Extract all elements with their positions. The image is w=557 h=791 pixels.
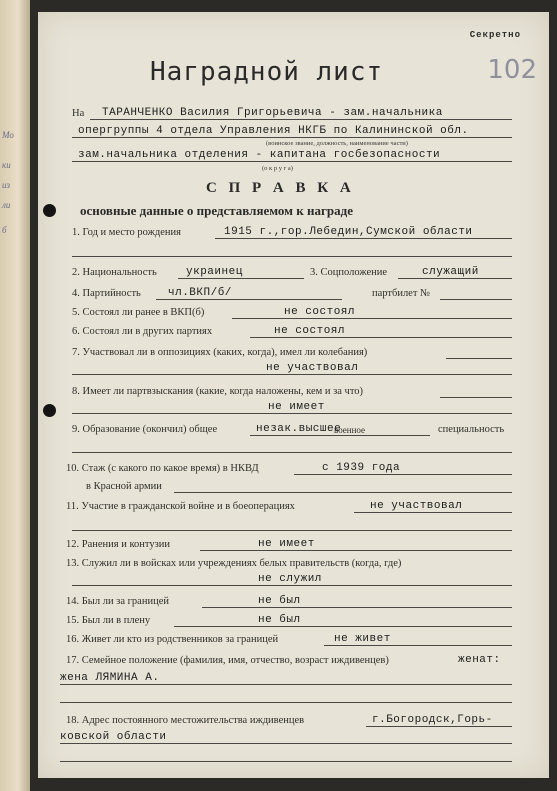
field-education-continued xyxy=(72,436,512,454)
field-civil-war xyxy=(66,496,512,514)
field-label: 17. Семейное положение (фамилия, имя, отчество, возраст иждивенцев) xyxy=(66,655,389,666)
binder-mark: ки xyxy=(2,160,11,170)
field-label: 11. Участие в гражданской войне и в боеоперациях xyxy=(66,501,295,512)
fill-line xyxy=(174,492,512,493)
field-value: чл.ВКП/б/ xyxy=(168,287,232,299)
recipient-unit: опергруппы 4 отдела Управления НКГБ по Калининской обл. xyxy=(78,125,469,137)
binder-mark: ли xyxy=(2,200,11,210)
field-address xyxy=(66,710,512,728)
field-value: не служил xyxy=(258,573,322,585)
field-value: г.Богородск,Горь- xyxy=(372,714,493,726)
field-label: 6. Состоял ли в других партиях xyxy=(72,326,213,337)
field-label: военное xyxy=(334,425,366,435)
fill-line xyxy=(398,278,512,279)
field-address-continued xyxy=(72,745,512,763)
field-value: не живет xyxy=(334,633,391,645)
field-civil-war-continued xyxy=(72,514,512,532)
field-label: партбилет № xyxy=(372,288,431,299)
field-opposition-value xyxy=(72,358,512,376)
field-birth xyxy=(72,222,512,240)
field-red-army xyxy=(72,476,512,494)
handwritten-page-number: 102 xyxy=(487,55,537,85)
fill-line xyxy=(200,550,512,551)
recipient-line-1 xyxy=(72,103,512,121)
field-wounds xyxy=(66,534,512,552)
fill-line xyxy=(60,761,512,762)
field-label: 15. Был ли в плену xyxy=(66,615,151,626)
recipient-line-2 xyxy=(72,121,512,139)
field-value: украинец xyxy=(186,266,243,278)
fill-line xyxy=(60,743,512,744)
field-white-service-value xyxy=(72,569,512,587)
fill-line xyxy=(294,474,512,475)
field-value: ковской области xyxy=(60,731,167,743)
fill-line xyxy=(324,645,512,646)
secret-stamp: Секретно xyxy=(469,30,521,40)
field-education xyxy=(72,419,512,437)
field-value: служащий xyxy=(422,266,479,278)
field-value: не имеет xyxy=(258,538,315,550)
binder-mark: из xyxy=(2,180,11,190)
field-value: жена ЛЯМИНА А. xyxy=(60,672,160,684)
field-abroad xyxy=(66,591,512,609)
field-value: не участвовал xyxy=(370,500,463,512)
field-label: 13. Служил ли в войсках или учреждениях белых правительств (когда, где) xyxy=(66,558,402,569)
fill-line xyxy=(440,299,512,300)
fill-line xyxy=(72,413,512,414)
fill-line xyxy=(72,137,512,138)
fill-line xyxy=(72,452,512,453)
fill-line xyxy=(202,607,512,608)
page-title: Наградной лист xyxy=(150,57,384,87)
field-penalties-value xyxy=(72,397,512,415)
fill-line xyxy=(250,337,512,338)
field-label: 16. Живет ли кто из родственников за границей xyxy=(66,634,279,645)
field-label: 2. Национальность xyxy=(72,267,157,278)
binder-strip xyxy=(0,0,30,791)
field-value: женат: xyxy=(458,654,501,666)
fill-line xyxy=(232,318,512,319)
district-caption: (о к р у г а) xyxy=(262,165,293,172)
field-label: специальность xyxy=(438,424,505,435)
field-value: не состоял xyxy=(284,306,356,318)
field-label: 8. Имеет ли партвзыскания (какие, когда наложены, кем и за что) xyxy=(72,386,364,397)
fill-line xyxy=(354,512,512,513)
field-label: 14. Был ли за границей xyxy=(66,596,169,607)
fill-line xyxy=(72,585,512,586)
field-label: 7. Участвовал ли в оппозициях (каких, когда), имел ли колебания) xyxy=(72,347,368,358)
recipient-prefix: На xyxy=(72,108,85,119)
field-birth-continued xyxy=(72,240,512,258)
field-label: 1. Год и место рождения xyxy=(72,227,181,238)
field-label: 9. Образование (окончил) общее xyxy=(72,424,218,435)
field-past-vkpb xyxy=(72,302,512,320)
field-value: не имеет xyxy=(268,401,325,413)
field-value: незак.высшее xyxy=(256,423,342,435)
field-label: 5. Состоял ли ранее в ВКП(б) xyxy=(72,307,205,318)
fill-line xyxy=(215,238,512,239)
rank-caption: (воинское звание, должность, наименование части) xyxy=(266,140,408,147)
binder-mark: б xyxy=(2,225,7,235)
field-label: 12. Ранения и контузии xyxy=(66,539,170,550)
fill-line xyxy=(60,684,512,685)
field-other-parties xyxy=(72,321,512,339)
fill-line xyxy=(72,161,512,162)
field-label: 18. Адрес постоянного местожительства иждивенцев xyxy=(66,715,305,726)
field-family-value xyxy=(60,668,512,686)
field-address-value xyxy=(60,727,512,745)
fill-line xyxy=(72,374,512,375)
field-service-length xyxy=(66,458,512,476)
field-value: не состоял xyxy=(274,325,346,337)
field-family-continued xyxy=(72,686,512,704)
fill-line xyxy=(178,278,304,279)
recipient-name: ТАРАНЧЕНКО Василия Григорьевича - зам.начальника xyxy=(102,107,443,119)
field-value: не был xyxy=(258,595,301,607)
punch-hole xyxy=(43,204,56,217)
fill-line xyxy=(72,530,512,531)
field-value: не был xyxy=(258,614,301,626)
field-value: 1915 г.,гор.Лебедин,Сумской области xyxy=(224,226,473,238)
field-value: с 1939 года xyxy=(322,462,401,474)
fill-line xyxy=(156,299,342,300)
recipient-rank: зам.начальника отделения - капитана госбезопасности xyxy=(78,149,441,161)
punch-hole xyxy=(43,404,56,417)
field-label: 4. Партийность xyxy=(72,288,141,299)
spravka-heading: С П Р А В К А xyxy=(206,180,355,196)
field-label: 3. Соцположение xyxy=(310,267,388,278)
fill-line xyxy=(174,626,512,627)
fill-line xyxy=(60,702,512,703)
fill-line xyxy=(90,119,512,120)
binder-mark: Мо xyxy=(2,130,14,140)
field-nationality xyxy=(72,262,512,280)
field-relatives-abroad xyxy=(66,629,512,647)
field-value: не участвовал xyxy=(266,362,359,374)
field-label: 10. Стаж (с какого по какое время) в НКВД xyxy=(66,463,259,474)
fill-line xyxy=(72,256,512,257)
field-label: в Красной армии xyxy=(86,481,162,492)
spravka-subheading: основные данные о представляемом к награде xyxy=(80,203,353,218)
field-captivity xyxy=(66,610,512,628)
field-party xyxy=(72,283,512,301)
field-family xyxy=(66,650,512,668)
recipient-line-3 xyxy=(72,145,512,163)
